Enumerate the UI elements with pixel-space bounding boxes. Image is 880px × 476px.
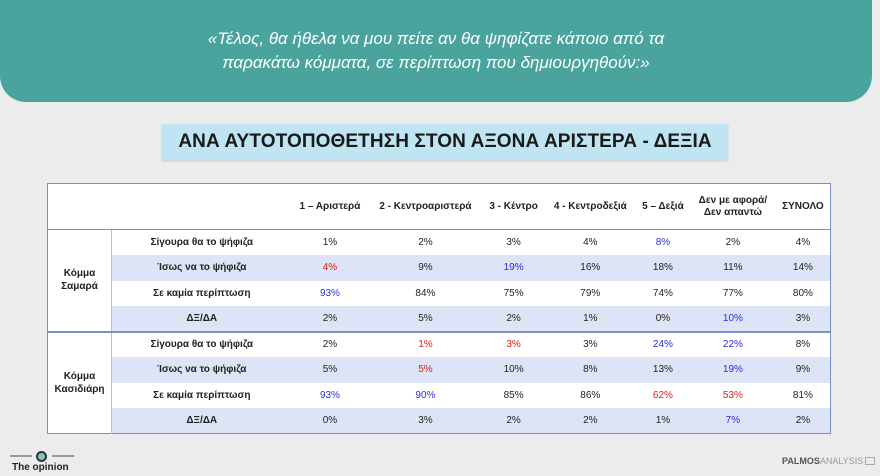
column-header: 4 - Κεντροδεξιά xyxy=(545,184,636,230)
table-row xyxy=(48,281,831,307)
logo-line-left xyxy=(10,455,32,457)
party-group-samaras xyxy=(48,230,831,332)
value-cell: 19% xyxy=(722,364,743,376)
value-cell: 75% xyxy=(503,287,524,299)
column-header: 2 - Κεντροαριστερά xyxy=(368,184,482,230)
value-cell: 4% xyxy=(795,237,811,248)
value-cell: 62% xyxy=(652,389,673,401)
value-cell: 0% xyxy=(322,415,338,426)
table-row xyxy=(48,357,831,383)
value-cell: 3% xyxy=(506,339,521,351)
row-label: ΔΞ/ΔΑ xyxy=(186,312,218,324)
value-cell: 1% xyxy=(655,415,671,426)
value-cell: 16% xyxy=(580,262,601,274)
table-row xyxy=(48,383,831,409)
logo-line-right xyxy=(52,455,74,457)
value-cell: 1% xyxy=(418,339,433,351)
row-label: Ίσως να το ψήφιζα xyxy=(157,364,247,376)
table-row xyxy=(48,255,831,281)
value-cell: 2% xyxy=(583,415,598,426)
value-cell: 10% xyxy=(722,312,743,324)
value-cell: 19% xyxy=(503,262,524,274)
value-cell: 22% xyxy=(722,339,743,351)
column-header: 1 – Αριστερά xyxy=(292,184,369,230)
palmos-analysis-logo xyxy=(782,456,875,466)
value-cell: 81% xyxy=(792,389,813,401)
value-cell: 3% xyxy=(795,312,811,324)
value-cell: 2% xyxy=(506,312,521,324)
value-cell: 2% xyxy=(418,237,433,248)
value-cell: 2% xyxy=(725,237,741,248)
value-cell: 1% xyxy=(583,312,598,324)
column-header: 5 – Δεξιά xyxy=(636,184,690,230)
value-cell: 93% xyxy=(319,287,340,299)
party-group-kasidiaris xyxy=(48,332,831,434)
value-cell: 3% xyxy=(418,415,433,426)
row-label: Σε καμία περίπτωση xyxy=(153,287,251,299)
value-cell: 53% xyxy=(722,389,743,401)
value-cell: 2% xyxy=(795,415,811,426)
table-header xyxy=(48,184,831,230)
row-label: Ίσως να το ψήφιζα xyxy=(157,262,247,274)
value-cell: 13% xyxy=(652,364,673,376)
value-cell: 11% xyxy=(723,262,743,274)
value-cell: 93% xyxy=(319,389,340,401)
the-opinion-logo xyxy=(6,448,116,474)
table-row xyxy=(48,408,831,434)
table-row xyxy=(48,332,831,358)
value-cell: 4% xyxy=(322,262,338,274)
logo-rest: ANALYSIS xyxy=(819,456,864,466)
value-cell: 10% xyxy=(503,364,524,376)
eye-circle-icon xyxy=(36,451,47,462)
value-cell: 9% xyxy=(418,262,433,274)
value-cell: 2% xyxy=(322,312,338,324)
table-row xyxy=(48,230,831,256)
question-text xyxy=(136,27,736,75)
value-cell: 0% xyxy=(655,312,671,324)
value-cell: 5% xyxy=(418,364,433,376)
value-cell: 24% xyxy=(652,339,673,351)
results-table xyxy=(47,183,831,434)
row-label: ΔΞ/ΔΑ xyxy=(186,415,218,426)
question-line-1: «Τέλος, θα ήθελα να μου πείτε αν θα ψηφίζατε κάποιο από τα xyxy=(207,29,665,48)
table-row xyxy=(48,306,831,332)
logo-brand: PALMOS xyxy=(782,456,820,466)
row-label: Σε καμία περίπτωση xyxy=(153,389,251,401)
value-cell: 80% xyxy=(792,287,813,299)
value-cell: 90% xyxy=(415,389,436,401)
header-party-cell xyxy=(48,184,112,230)
value-cell: 8% xyxy=(795,339,811,351)
value-cell: 7% xyxy=(725,415,741,426)
value-cell: 84% xyxy=(415,287,436,299)
party-name-line-1: Κόμμα xyxy=(63,370,96,382)
value-cell: 14% xyxy=(792,262,813,274)
value-cell: 8% xyxy=(655,237,671,248)
party-name-cell xyxy=(48,230,112,332)
party-name-line-1: Κόμμα xyxy=(63,268,96,280)
column-header: Δεν με αφορά/ Δεν απαντώ xyxy=(690,184,776,230)
party-name-cell xyxy=(48,332,112,434)
row-label: Σίγουρα θα το ψήφιζα xyxy=(150,339,254,351)
value-cell: 74% xyxy=(652,287,673,299)
section-subtitle: ΑΝΑ ΑΥΤΟΤΟΠΟΘΕΤΗΣΗ ΣΤΟΝ ΑΞΟΝΑ ΑΡΙΣΤΕΡΑ - ΔΕΞΙΑ xyxy=(162,124,728,160)
header-label-cell xyxy=(112,184,292,230)
value-cell: 3% xyxy=(506,237,521,248)
party-name-line-2: Σαμαρά xyxy=(61,281,98,293)
value-cell: 3% xyxy=(583,339,598,351)
value-cell: 85% xyxy=(503,389,524,401)
value-cell: 77% xyxy=(722,287,743,299)
value-cell: 2% xyxy=(322,339,338,351)
value-cell: 5% xyxy=(322,364,338,376)
value-cell: 1% xyxy=(322,237,338,248)
question-banner xyxy=(0,0,872,102)
question-line-2: παρακάτω κόμματα, σε περίπτωση που δημιουργηθούν:» xyxy=(222,53,650,72)
party-name-line-2: Κασιδιάρη xyxy=(54,383,105,395)
value-cell: 4% xyxy=(583,237,598,248)
column-header: ΣΥΝΟΛΟ xyxy=(776,184,831,230)
value-cell: 18% xyxy=(652,262,673,274)
square-outline-icon xyxy=(865,457,875,465)
value-cell: 79% xyxy=(580,287,601,299)
value-cell: 8% xyxy=(583,364,598,376)
row-label: Σίγουρα θα το ψήφιζα xyxy=(150,237,254,248)
value-cell: 9% xyxy=(795,364,811,376)
column-header: 3 - Κέντρο xyxy=(482,184,544,230)
header-row xyxy=(48,184,831,230)
value-cell: 86% xyxy=(580,389,601,401)
logo-text: The opinion xyxy=(12,462,69,473)
value-cell: 2% xyxy=(506,415,521,426)
value-cell: 5% xyxy=(418,312,433,324)
